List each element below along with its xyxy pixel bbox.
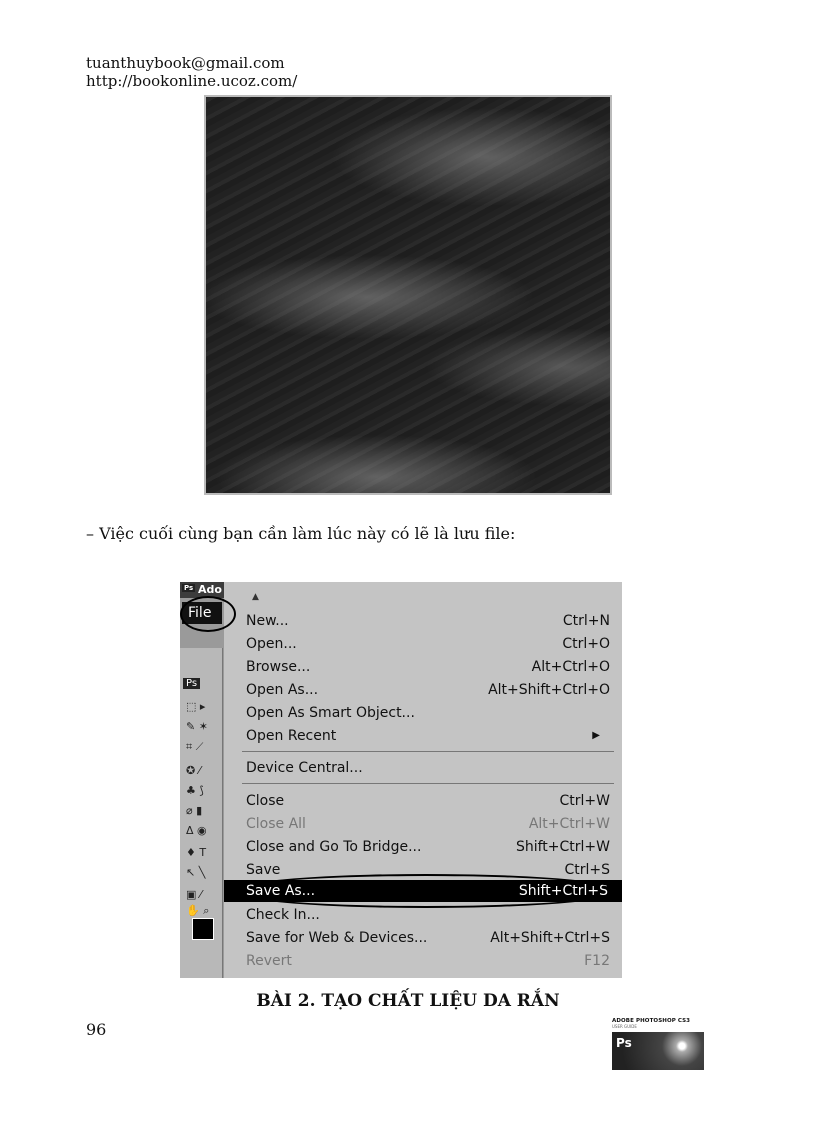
toolbox <box>180 648 223 978</box>
menu-item-open-recent[interactable]: Open Recent ▶ <box>246 725 610 747</box>
menu-item-save[interactable]: Save Ctrl+S <box>246 862 610 878</box>
badge-ps-logo: Ps <box>616 1036 632 1050</box>
header-url: http://bookonline.ucoz.com/ <box>86 72 298 90</box>
page-header <box>86 54 297 90</box>
badge-logo-image <box>612 1032 704 1070</box>
menu-item-revert: Revert F12 <box>246 953 610 969</box>
eraser-tool-icon[interactable]: ⌀ ▮ <box>186 804 203 817</box>
heal-tool-icon[interactable]: ✪ ⁄ <box>186 764 201 777</box>
menu-item-open[interactable]: Open... Ctrl+O <box>246 636 610 652</box>
menu-separator <box>242 751 614 752</box>
stamp-tool-icon[interactable]: ♣ ⟆ <box>186 784 204 797</box>
menu-item-check-in[interactable]: Check In... <box>246 907 320 923</box>
submenu-arrow-icon: ▶ <box>592 730 600 741</box>
toolbox-ps-logo: Ps <box>183 678 200 689</box>
photoshop-cs3-badge <box>612 1018 704 1072</box>
file-highlight-oval <box>180 596 236 632</box>
notes-tool-icon[interactable]: ▣ ⁄ <box>186 888 202 901</box>
page-number: 96 <box>86 1020 107 1039</box>
scroll-up-arrow-icon[interactable]: ▲ <box>252 592 259 602</box>
header-email: tuanthuybook@gmail.com <box>86 54 285 72</box>
menu-item-open-as[interactable]: Open As... Alt+Shift+Ctrl+O <box>246 682 610 698</box>
menu-item-open-as-smart-object[interactable]: Open As Smart Object... <box>246 705 415 721</box>
menu-separator <box>242 783 614 784</box>
hand-tool-icon[interactable]: ✋ ⌕ <box>186 904 210 917</box>
badge-subtitle: USER GUIDE <box>612 1024 637 1029</box>
foreground-color-swatch[interactable] <box>192 918 214 940</box>
marquee-tool-icon[interactable]: ⬚ ▸ <box>186 700 206 713</box>
pen-tool-icon[interactable]: ♦ T <box>186 846 207 859</box>
file-dropdown-menu <box>224 582 622 978</box>
crop-tool-icon[interactable]: ⌗ ⟋ <box>186 740 204 753</box>
file-menu-button[interactable]: File <box>182 602 222 624</box>
menu-item-save-as[interactable]: Save As... Shift+Ctrl+S <box>224 880 622 902</box>
blur-tool-icon[interactable]: Δ ◉ <box>186 824 207 837</box>
ps-app-icon: Ps <box>184 584 194 592</box>
badge-title: ADOBE PHOTOSHOP CS3 <box>612 1018 691 1024</box>
window-title: Ado <box>198 583 222 596</box>
menu-item-close-all: Close All Alt+Ctrl+W <box>246 816 610 832</box>
texture-image <box>204 95 612 495</box>
path-select-icon[interactable]: ↖ ╲ <box>186 866 206 879</box>
menu-item-save-for-web[interactable]: Save for Web & Devices... Alt+Shift+Ctrl+S <box>246 930 610 946</box>
instruction-paragraph: – Việc cuối cùng bạn cần làm lúc này có lẽ là lưu file: <box>86 524 516 543</box>
menu-item-close-and-go-to-bridge[interactable]: Close and Go To Bridge... Shift+Ctrl+W <box>246 839 610 855</box>
menu-item-browse[interactable]: Browse... Alt+Ctrl+O <box>246 659 610 675</box>
menu-item-new[interactable]: New... Ctrl+N <box>246 613 610 629</box>
menu-item-device-central[interactable]: Device Central... <box>246 760 363 776</box>
section-caption: BÀI 2. TẠO CHẤT LIỆU DA RẮN <box>256 991 560 1011</box>
save-as-highlight-oval <box>230 874 622 908</box>
photoshop-file-menu-screenshot <box>180 582 622 978</box>
menu-item-close[interactable]: Close Ctrl+W <box>246 793 610 809</box>
lasso-tool-icon[interactable]: ✎ ✶ <box>186 720 208 733</box>
